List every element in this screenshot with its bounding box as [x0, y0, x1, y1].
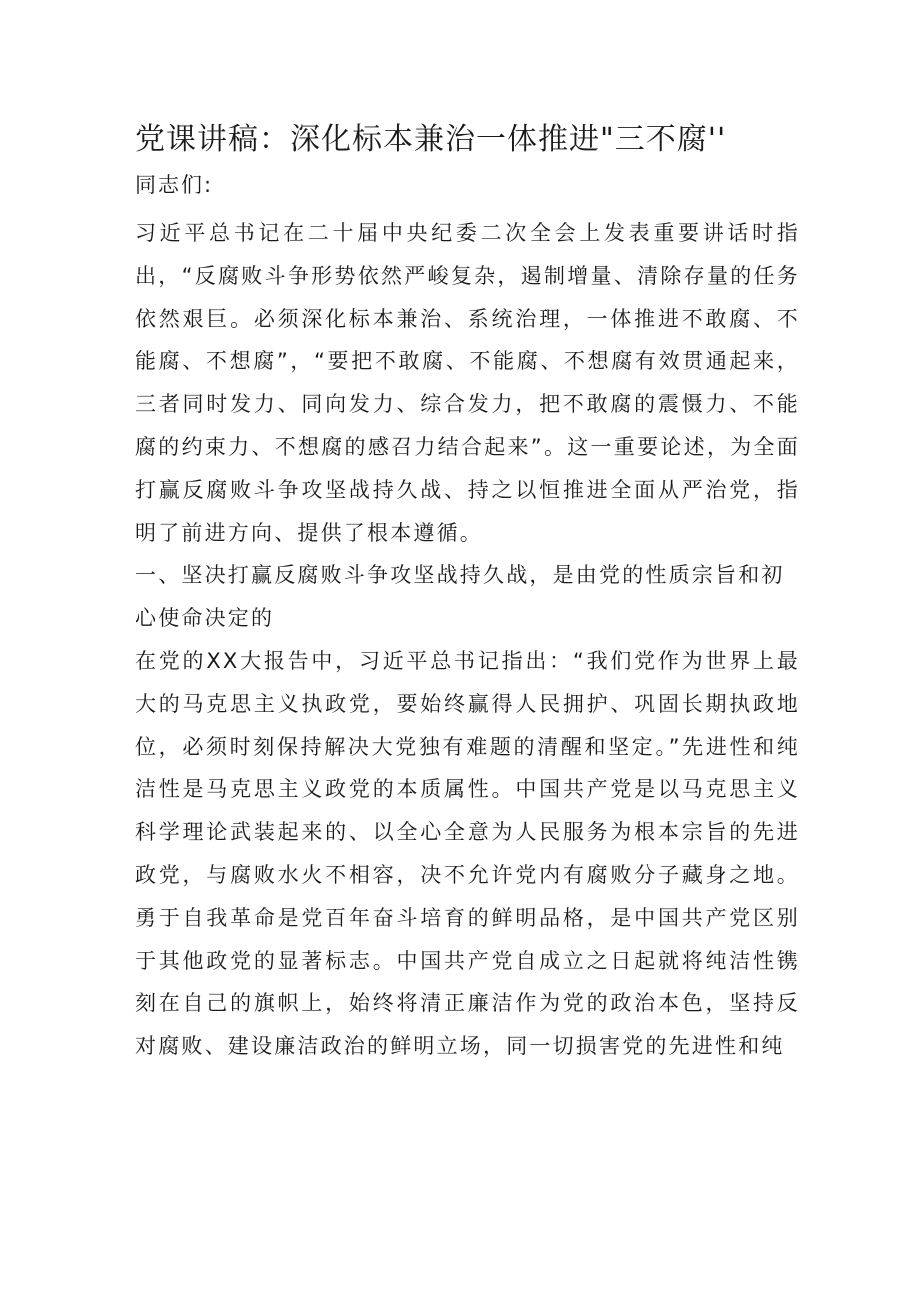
document-title: 党课讲稿：深化标本兼治一体推进"三不腐'' [135, 122, 727, 157]
section-heading-1: 一、坚决打赢反腐败斗争攻坚战持久战，是由党的性质宗旨和初心使命决定的 [135, 563, 785, 631]
document-body [135, 118, 800, 1068]
section-1-paragraph: 在党的XX大报告中，习近平总书记指出：“我们党作为世界上最大的马克思主义执政党，要始终赢得人民拥护、巩固长期执政地位，必须时刻保持解决大党独有难题的清醒和坚定。”先进性和纯洁性是马克思主义政党的本质属性。中国共产党是以马克思主义科学理论武装起来的、以全心全意为人民服务为根本宗旨的先进政党，与腐败水火不相容，决不允许党内有腐败分子藏身之地。勇于自我革命是党百年奋斗培育的鲜明品格，是中国共产党区别于其他政党的显著标志。中国共产党自成立之日起就将纯洁性镌刻在自己的旗帜上，始终将清正廉洁作为党的政治本色，坚持反对腐败、建设廉洁政治的鲜明立场，同一切损害党的先进性和纯 [135, 648, 800, 1059]
intro-paragraph: 习近平总书记在二十届中央纪委二次全会上发表重要讲话时指出，“反腐败斗争形势依然严峻复杂，遏制增量、清除存量的任务依然艰巨。必须深化标本兼治、系统治理，一体推进不敢腐、不能腐、不想腐”，“要把不敢腐、不能腐、不想腐有效贯通起来，三者同时发力、同向发力、综合发力，把不敢腐的震慑力、不能腐的约束力、不想腐的感召力结合起来”。这一重要论述，为全面打赢反腐败斗争攻坚战持久战、持之以恒推进全面从严治党，指明了前进方向、提供了根本遵循。 [135, 221, 800, 545]
greeting: 同志们: [135, 173, 214, 197]
